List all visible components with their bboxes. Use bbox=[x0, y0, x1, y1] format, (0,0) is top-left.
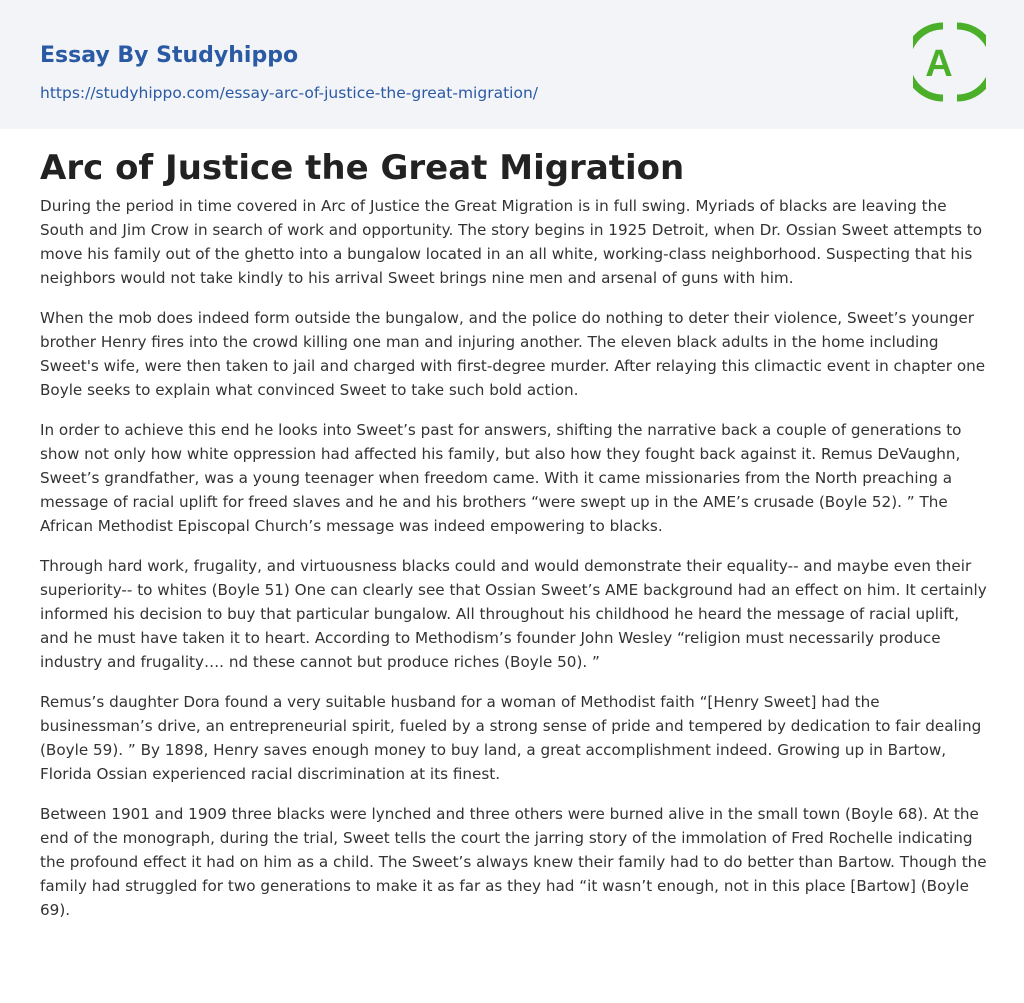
source-url-link[interactable]: https://studyhippo.com/essay-arc-of-justice-the-great-migration/ bbox=[40, 84, 538, 102]
essay-paragraph: In order to achieve this end he looks into Sweet’s past for answers, shifting the narrative back a couple of generations to show not only how white oppression had affected his family, but also how they fought back against it. Remus DeVaughn, Sweet’s grandfather, was a young teenager when freedom came. With it came missionaries from the North preaching a message of racial uplift for freed slaves and he and his brothers “were swept up in the AME’s crusade (Boyle 52). ” The African Methodist Episcopal Church’s message was indeed empowering to blacks. bbox=[40, 421, 962, 535]
logo-letter: A bbox=[925, 43, 953, 85]
page-title: Arc of Justice the Great Migration bbox=[40, 148, 685, 188]
essay-paragraph: When the mob does indeed form outside the bungalow, and the police do nothing to deter their violence, Sweet’s younger brother Henry fires into the crowd killing one man and injuring another. The eleven black adults in the home including Sweet's wife, were then taken to jail and charged with first-degree murder. After relaying this climactic event in chapter one Boyle seeks to explain what convinced Sweet to take such bold action. bbox=[40, 309, 986, 399]
studyhippo-logo-icon[interactable] bbox=[913, 19, 986, 105]
essay-paragraph: Remus’s daughter Dora found a very suitable husband for a woman of Methodist faith “[Henry Sweet] had the businessman’s drive, an entrepreneurial spirit, fueled by a strong sense of pride and tempered by dedication to fair dealing (Boyle 59). ” By 1898, Henry saves enough money to buy land, a great accomplishment indeed. Growing up in Bartow, Florida Ossian experienced racial discrimination at its finest. bbox=[40, 693, 982, 783]
essay-paragraph: Through hard work, frugality, and virtuousness blacks could and would demonstrate their equality-- and maybe even their superiority-- to whites (Boyle 51) One can clearly see that Ossian Sweet’s AME background had an effect on him. It certainly informed his decision to buy that particular bungalow. All throughout his childhood he heard the message of racial uplift, and he must have taken it to heart. According to Methodism’s founder John Wesley “religion must necessarily produce industry and frugality…. nd these cannot but produce riches (Boyle 50). ” bbox=[40, 557, 987, 671]
essay-body bbox=[40, 194, 988, 938]
brand-title[interactable]: Essay By Studyhippo bbox=[40, 43, 299, 68]
essay-paragraph: During the period in time covered in Arc of Justice the Great Migration is in full swing. Myriads of blacks are leaving the South and Jim Crow in search of work and opportunity. The story begins in 1925 Detroit, when Dr. Ossian Sweet attempts to move his family out of the ghetto into a bungalow located in an all white, working-class neighborhood. Suspecting that his neighbors would not take kindly to his arrival Sweet brings nine men and arsenal of guns with him. bbox=[40, 197, 983, 287]
essay-paragraph: Between 1901 and 1909 three blacks were lynched and three others were burned alive in the small town (Boyle 68). At the end of the monograph, during the trial, Sweet tells the court the jarring story of the immolation of Fred Rochelle indicating the profound effect it had on him as a child. The Sweet’s always knew their family had to do better than Bartow. Though the family had struggled for two generations to make it as far as they had “it wasn’t enough, not in this place [Bartow] (Boyle 69). bbox=[40, 805, 987, 919]
